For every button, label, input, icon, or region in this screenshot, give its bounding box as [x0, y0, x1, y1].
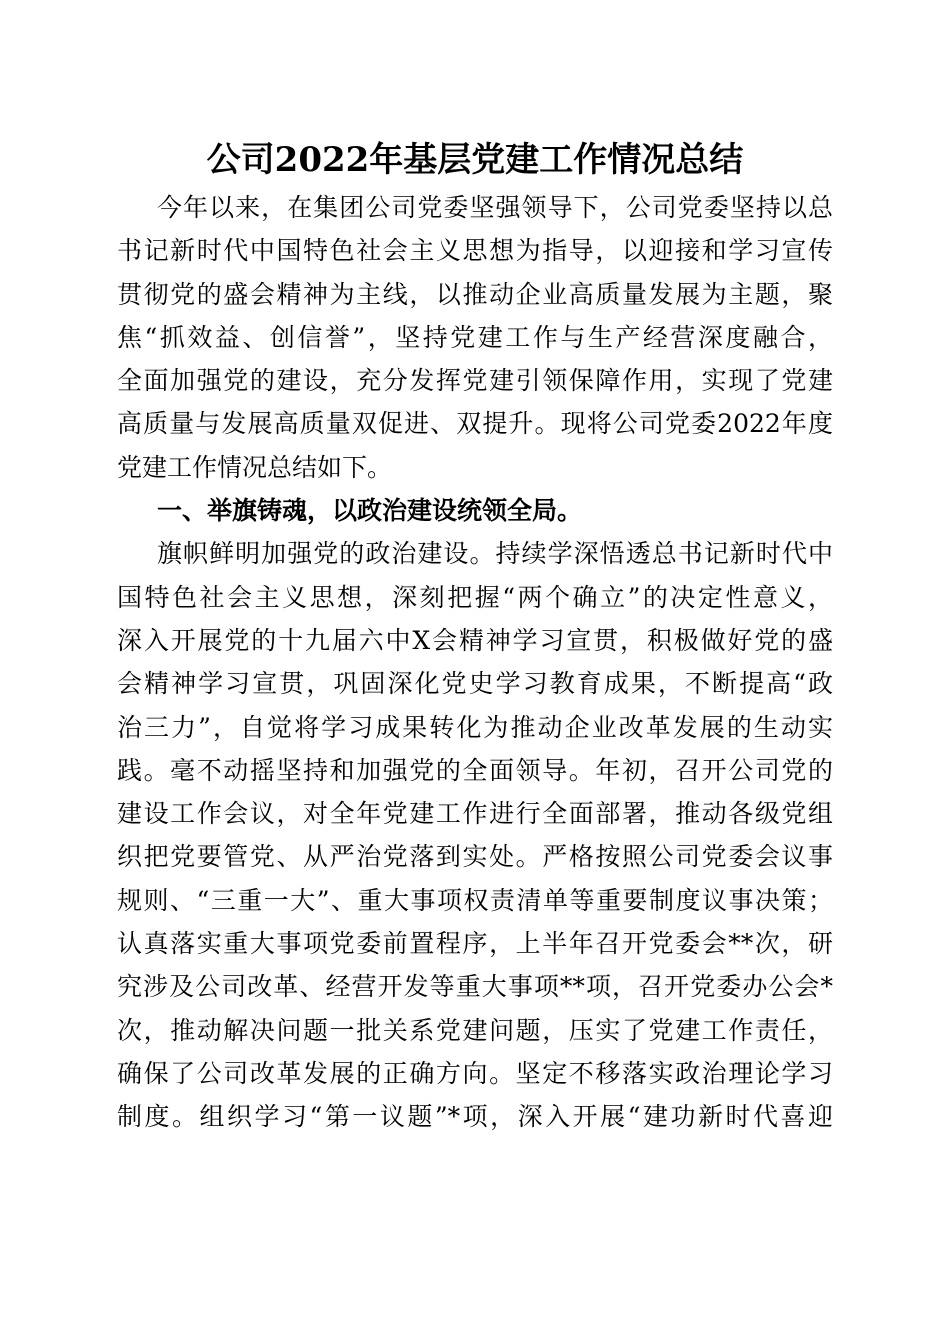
paragraph-line: 会精神学习宣贯，巩固深化党史学习教育成果，不断提高“政 — [117, 669, 833, 699]
paragraph-line: 究涉及公司改革、经营开发等重大事项**项，召开党委办公会* — [117, 972, 833, 1002]
paragraph-line: 规则、“三重一大”、重大事项权责清单等重要制度议事决策； — [117, 885, 833, 915]
document-title: 公司2022年基层党建工作情况总结 — [206, 140, 744, 180]
paragraph-line: 认真落实重大事项党委前置程序，上半年召开党委会**次，研 — [117, 929, 833, 959]
paragraph-line: 织把党要管党、从严治党落到实处。严格按照公司党委会议事 — [117, 842, 833, 872]
paragraph-line: 建设工作会议，对全年党建工作进行全面部署，推动各级党组 — [117, 799, 833, 829]
paragraph-line: 书记新时代中国特色社会主义思想为指导，以迎接和学习宣传 — [117, 236, 833, 266]
paragraph-line: 确保了公司改革发展的正确方向。坚定不移落实政治理论学习 — [117, 1058, 833, 1088]
paragraph-line: 今年以来，在集团公司党委坚强领导下，公司党委坚持以总 — [157, 193, 833, 222]
paragraph-line: 治三力”，自觉将学习成果转化为推动企业改革发展的生动实 — [117, 712, 833, 742]
document-body — [117, 186, 833, 1139]
paragraph-line: 贯彻党的盛会精神为主线，以推动企业高质量发展为主题，聚 — [117, 279, 833, 309]
paragraph-line: 国特色社会主义思想，深刻把握“两个确立”的决定性意义， — [117, 582, 833, 612]
paragraph-line: 深入开展党的十九届六中X会精神学习宣贯，积极做好党的盛 — [117, 625, 833, 655]
section-heading: 一、举旗铸魂，以政治建设统领全局。 — [157, 496, 583, 526]
paragraph-line: 次，推动解决问题一批关系党建问题，压实了党建工作责任， — [117, 1015, 833, 1045]
paragraph-line: 旗帜鲜明加强党的政治建设。持续学深悟透总书记新时代中 — [157, 539, 833, 569]
paragraph-line: 全面加强党的建设，充分发挥党建引领保障作用，实现了党建 — [117, 366, 833, 396]
paragraph-line: 制度。组织学习“第一议题”*项，深入开展“建功新时代喜迎 — [117, 1102, 833, 1132]
paragraph-line: 焦“抓效益、创信誉”，坚持党建工作与生产经营深度融合， — [117, 322, 833, 352]
paragraph-line: 践。毫不动摇坚持和加强党的全面领导。年初，召开公司党的 — [117, 755, 833, 785]
paragraph-line: 高质量与发展高质量双促进、双提升。现将公司党委2022年度 — [117, 409, 833, 439]
paragraph-line: 党建工作情况总结如下。 — [117, 452, 393, 482]
